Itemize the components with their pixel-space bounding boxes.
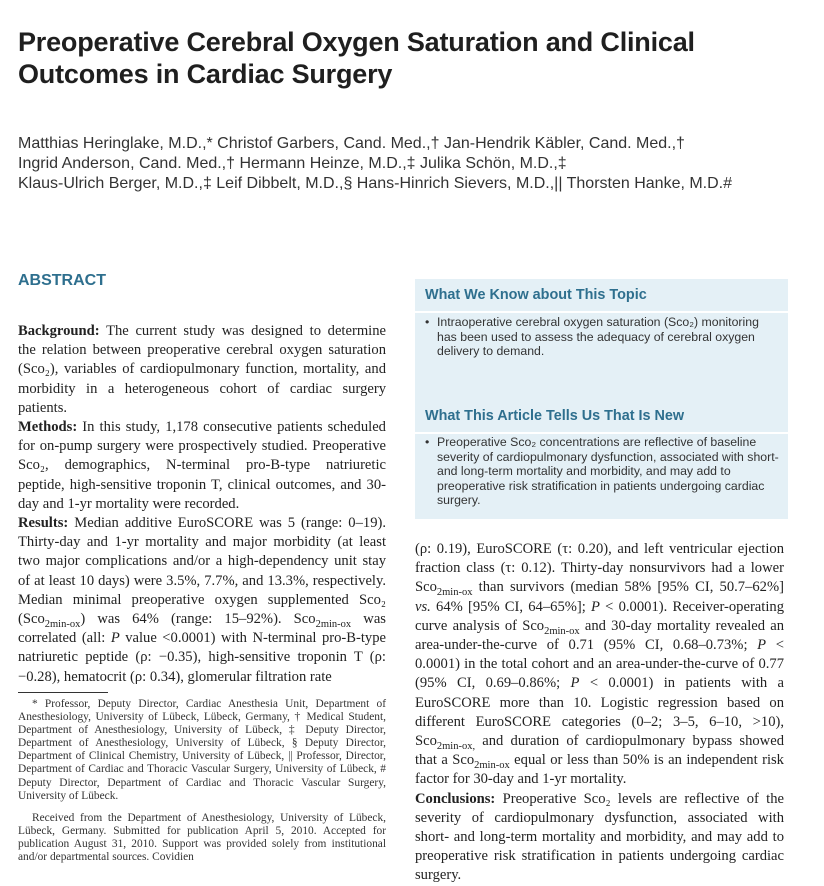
- what-we-know-bullet: [425, 315, 781, 359]
- methods-text: In this study, 1,178 consecutive patients scheduled for on-pump surgery were prospectively studied. Preoperative Sco₂, demographics, N-terminal pro-B-type natriuretic peptide, high-sensitive troponin T, clinical outcomes, and 30-day and 1-yr mortality were recorded.: [18, 419, 386, 512]
- results-paragraph: [18, 514, 386, 687]
- results-text: (ρ: 0.19), EuroSCORE (τ: 0.20), and left ventricular ejection fraction class (τ: 0.12). Thirty-day nonsurvivors had a lower Sco: [415, 541, 784, 596]
- subscript: 2min-ox,: [436, 740, 476, 752]
- background-text: The current study was designed to determine the relation between preoperative cerebral oxygen saturation (Sco₂), variables of cardiopulmonary function, mortality, and morbidity in a heterogeneous cohort of cardiac surgery patients.: [18, 323, 387, 416]
- abstract-column-left: [18, 322, 386, 687]
- results-label: Results:: [18, 515, 69, 532]
- affiliations-text: * Professor, Deputy Director, Cardiac Anesthesia Unit, Department of Anesthesiology, University of Lübeck, Lübeck, Germany, † Medical Student, Department of Anesthesiology, University of Lübeck, ‡ Deputy Director, Department of Anesthesiology, University of Lübeck, § Deputy Director, Department of Clinical Chemistry, University of Lübeck, || Professor, Director, Department of Cardiac and Thoracic Vascular Surgery, University of Lübeck, # Deputy Director, Department of Cardiac and Thoracic Vascular Surgery, University of Lübeck.: [18, 698, 386, 802]
- bullet-icon: •: [425, 435, 430, 449]
- author-line: Matthias Heringlake, M.D.,* Christof Garbers, Cand. Med.,† Jan-Hendrik Käbler, Cand. Med.,†: [18, 135, 685, 152]
- results-text: < 0.0001) in patients with a EuroSCORE more than 10. Logistic regression based on different EuroSCORE categories (0–2; 3–5, 6–10, >10), Sco: [415, 675, 785, 750]
- footnote-divider: [18, 692, 108, 693]
- results-text: equal or less than 50% is an independent risk factor for 30-day and 1-yr mortality.: [415, 752, 784, 788]
- what-we-know-heading: What We Know about This Topic: [425, 287, 647, 303]
- author-line: Ingrid Anderson, Cand. Med.,† Hermann Heinze, M.D.,‡ Julika Schön, M.D.,‡: [18, 155, 567, 172]
- results-text: and duration of cardiopulmonary bypass showed that a Sco: [415, 733, 784, 769]
- results-text: Median additive EuroSCORE was 5 (range: 0–19). Thirty-day and 1-yr mortality and major morbidity (at least two major complications and/or a high-dependency unit stay of at least 10 days) were 3.5%, 7.7%, and 13.3%, respectively. Median minimal preoperative oxygen supplemented Sco₂ (Sco: [18, 515, 386, 628]
- p-symbol: P: [757, 637, 767, 654]
- divider: [415, 311, 788, 313]
- subscript: 2min-ox: [474, 760, 510, 772]
- conclusions-paragraph: [415, 790, 784, 886]
- results-text: < 0.0001). Receiver-operating curve analysis of Sco: [415, 598, 784, 634]
- received-footnote: [18, 812, 386, 864]
- results-text: < 0.0001) in the total cohort and an area-under-the-curve of 0.77 (95% CI, 0.69–0.86%;: [415, 637, 784, 692]
- article-title: Preoperative Cerebral Oxygen Saturation and Clinical Outcomes in Cardiac Surgery: [18, 27, 695, 89]
- results-text: and 30-day mortality revealed an area-under-the-curve of 0.71 (95% CI, 0.68–0.73%;: [415, 617, 785, 654]
- p-symbol: P: [570, 675, 580, 692]
- subscript: 2min-ox: [544, 625, 580, 637]
- affiliations-footnote: [18, 698, 386, 803]
- abstract-heading: ABSTRACT: [18, 272, 106, 289]
- subscript: 2min-ox: [315, 618, 352, 630]
- vs-text: vs.: [415, 598, 431, 615]
- bullet-icon: •: [425, 315, 430, 329]
- subscript: 2min-ox: [44, 618, 81, 630]
- conclusions-text: Preoperative Sco₂ levels are reflective of the severity of cardiopulmonary dysfunction, associated with short- and long-term mortality and morbidity, and may add to preoperative risk stratification in patients undergoing cardiac surgery.: [415, 790, 784, 884]
- methods-label: Methods:: [18, 419, 78, 436]
- divider: [415, 432, 788, 434]
- results-text: ) was 64% (range: 15–92%). Sco: [80, 611, 316, 628]
- p-symbol: P: [591, 598, 600, 615]
- received-text: Received from the Department of Anesthesiology, University of Lübeck, Lübeck, Germany. Submitted for publication April 5, 2010. Accepted for publication August 31, 2010. Support was provided solely from institutional and/or departmental sources. Covidien: [18, 811, 386, 864]
- conclusions-label: Conclusions:: [415, 790, 496, 807]
- results-text: was correlated (all:: [18, 611, 386, 647]
- methods-paragraph: [18, 418, 386, 514]
- background-label: Background:: [18, 323, 100, 339]
- background-paragraph: [18, 322, 386, 418]
- footnotes: [18, 698, 386, 864]
- bullet-text: Intraoperative cerebral oxygen saturation (Sco₂) monitoring has been used to assess the adequacy of cerebral oxygen delivery to demand.: [437, 315, 759, 359]
- results-text: 64% [95% CI, 64–65%];: [430, 598, 592, 615]
- what-is-new-bullet: [425, 435, 781, 508]
- author-list: [18, 134, 818, 194]
- results-text: than survivors (median 58% [95% CI, 50.7–62%]: [472, 579, 784, 596]
- author-line: Klaus-Ulrich Berger, M.D.,‡ Leif Dibbelt, M.D.,§ Hans-Hinrich Sievers, M.D.,|| Thorsten Hanke, M.D.#: [18, 175, 733, 192]
- bullet-text: Preoperative Sco₂ concentrations are reflective of baseline severity of cardiopulmonary dysfunction, associated with short- and long-term mortality and morbidity, and may add to preoperative risk stratification in patients undergoing cardiac surgery.: [437, 435, 779, 508]
- subscript: 2min-ox: [436, 587, 473, 599]
- p-symbol: P: [110, 630, 120, 647]
- results-text: value <0.0001) with N-terminal pro-B-type natriuretic peptide (ρ: −0.35), high-sensitive troponin T (ρ: −0.28), hematocrit (ρ: 0.34), glomerular filtration rate: [18, 630, 386, 685]
- what-is-new-heading: What This Article Tells Us That Is New: [425, 408, 685, 424]
- key-points-box: [415, 279, 788, 519]
- abstract-column-right: [415, 540, 784, 886]
- results-continued-paragraph: [415, 540, 784, 790]
